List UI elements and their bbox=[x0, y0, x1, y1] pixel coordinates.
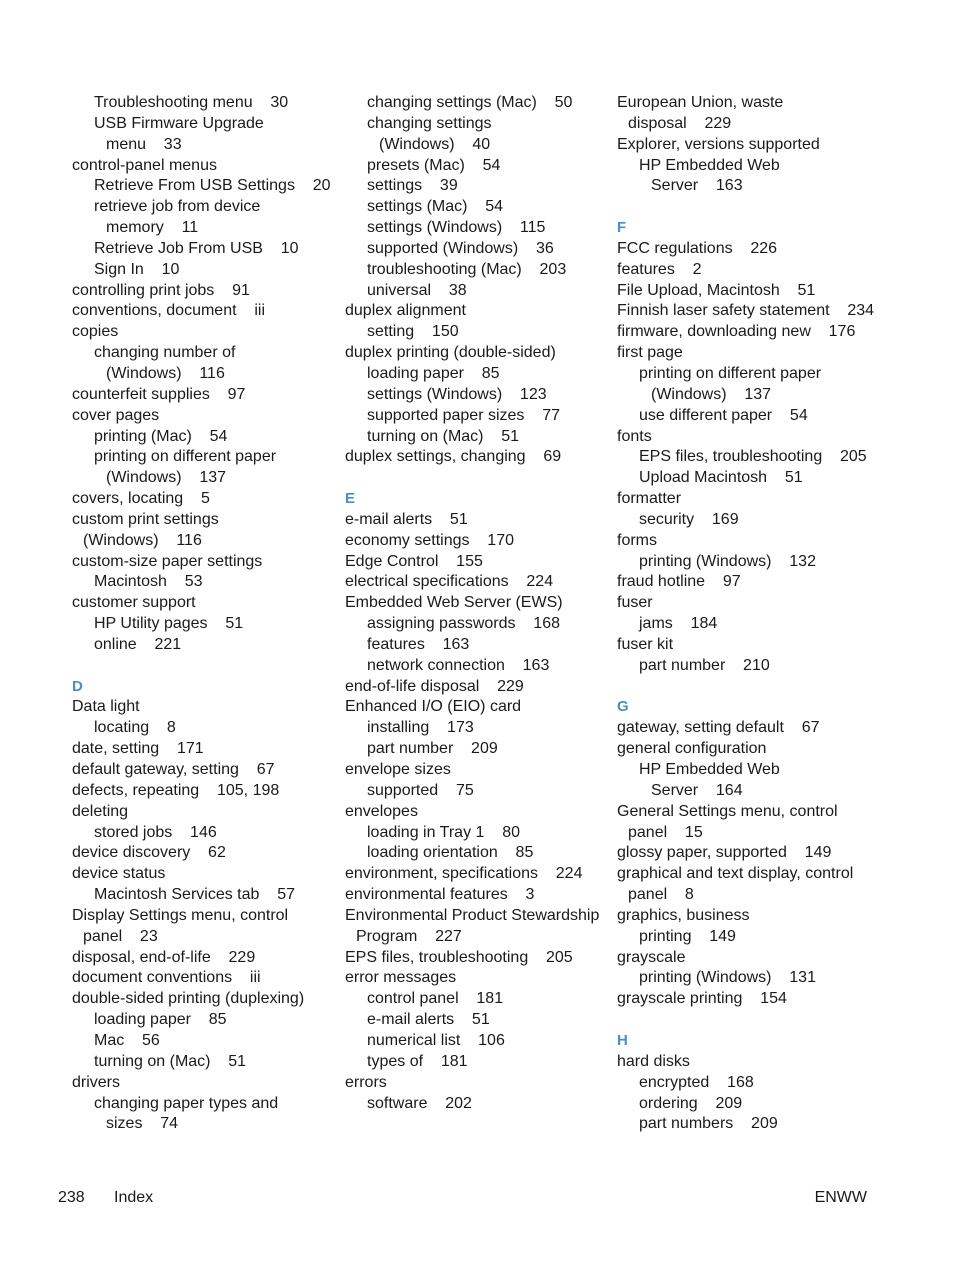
index-subentry: types of 181 bbox=[367, 1052, 468, 1070]
index-entry: FCC regulations 226 bbox=[617, 239, 778, 257]
index-entry: File Upload, Macintosh 51 bbox=[617, 281, 816, 299]
index-entry: Data light bbox=[72, 698, 140, 716]
index-entry: grayscale bbox=[617, 948, 686, 966]
index-column-3 bbox=[617, 93, 882, 1135]
index-subentry: online 221 bbox=[94, 635, 182, 653]
index-subentry: supported paper sizes 77 bbox=[367, 406, 561, 424]
index-subentry: Mac 56 bbox=[94, 1031, 160, 1049]
index-entry: device status bbox=[72, 865, 166, 883]
index-entry: covers, locating 5 bbox=[72, 490, 210, 508]
index-entry: deleting bbox=[72, 802, 129, 820]
index-entry: fuser bbox=[617, 594, 653, 612]
section-letter: F bbox=[617, 219, 627, 237]
index-entry: envelope sizes bbox=[345, 761, 451, 778]
index-subentry: Macintosh Services tab 57 bbox=[94, 886, 295, 904]
section-gap bbox=[617, 677, 882, 698]
index-subentry: panel 15 bbox=[628, 823, 703, 841]
index-subentry: changing settings bbox=[367, 114, 492, 132]
index-subentry: settings (Windows) 115 bbox=[367, 219, 546, 237]
index-entry: glossy paper, supported 149 bbox=[617, 844, 832, 862]
index-subentry: locating 8 bbox=[94, 719, 176, 737]
index-subentry: presets (Mac) 54 bbox=[367, 156, 501, 174]
index-entry: end-of-life disposal 229 bbox=[345, 677, 524, 695]
index-subentry: settings (Mac) 54 bbox=[367, 198, 504, 216]
index-subentry: Troubleshooting menu 30 bbox=[94, 94, 289, 111]
index-subentry: menu 33 bbox=[106, 135, 182, 153]
index-subentry: HP Embedded Web bbox=[639, 156, 780, 174]
section-gap bbox=[72, 656, 337, 677]
index-entry: Finnish laser safety statement 234 bbox=[617, 302, 875, 320]
section-letter: D bbox=[72, 677, 83, 695]
index-subentry: (Windows) 116 bbox=[83, 531, 202, 549]
index-entry: duplex settings, changing 69 bbox=[345, 448, 562, 466]
index-entry: firmware, downloading new 176 bbox=[617, 323, 856, 341]
index-entry: grayscale printing 154 bbox=[617, 990, 787, 1008]
index-entry: forms bbox=[617, 531, 657, 549]
index-entry: economy settings 170 bbox=[345, 531, 514, 549]
index-entry: errors bbox=[345, 1073, 387, 1091]
index-entry: electrical specifications 224 bbox=[345, 573, 554, 591]
index-subentry: HP Embedded Web bbox=[639, 761, 780, 778]
index-entry: Edge Control 155 bbox=[345, 552, 483, 570]
index-entry: fonts bbox=[617, 427, 652, 445]
index-entry: customer support bbox=[72, 594, 196, 612]
index-entry: e-mail alerts 51 bbox=[345, 510, 468, 528]
index-entry: drivers bbox=[72, 1073, 121, 1091]
index-subentry: ordering 209 bbox=[639, 1094, 743, 1112]
index-entry: error messages bbox=[345, 969, 457, 987]
footer-label: ENWW bbox=[814, 1189, 867, 1206]
section-gap bbox=[617, 1010, 882, 1031]
index-entry: default gateway, setting 67 bbox=[72, 761, 275, 778]
index-subentry: turning on (Mac) 51 bbox=[367, 427, 520, 445]
index-subentry: loading in Tray 1 80 bbox=[367, 823, 520, 841]
index-subentry: memory 11 bbox=[106, 219, 199, 237]
index-entry: environment, specifications 224 bbox=[345, 865, 583, 883]
index-subentry: jams 184 bbox=[639, 615, 718, 633]
index-subentry: EPS files, troubleshooting 205 bbox=[639, 448, 867, 466]
index-column-1 bbox=[72, 93, 337, 1135]
section-gap bbox=[345, 468, 610, 489]
index-subentry: loading paper 85 bbox=[94, 1011, 227, 1029]
index-subentry: Sign In 10 bbox=[94, 260, 180, 278]
index-entry: Enhanced I/O (EIO) card bbox=[345, 698, 522, 716]
index-entry: copies bbox=[72, 323, 119, 341]
index-subentry: settings (Windows) 123 bbox=[367, 385, 547, 403]
index-subentry: software 202 bbox=[367, 1094, 472, 1112]
index-entry: European Union, waste bbox=[617, 94, 784, 111]
index-entry: first page bbox=[617, 344, 683, 362]
index-entry: features 2 bbox=[617, 260, 702, 278]
index-subentry: Upload Macintosh 51 bbox=[639, 469, 803, 487]
index-subentry: (Windows) 40 bbox=[379, 135, 491, 153]
index-subentry: loading paper 85 bbox=[367, 364, 500, 382]
index-subentry: e-mail alerts 51 bbox=[367, 1011, 490, 1029]
index-entry: counterfeit supplies 97 bbox=[72, 385, 246, 403]
index-entry: general configuration bbox=[617, 740, 767, 758]
index-entry: envelopes bbox=[345, 802, 418, 820]
index-entry: Embedded Web Server (EWS) bbox=[345, 594, 563, 612]
index-entry: fuser kit bbox=[617, 635, 674, 653]
index-subentry: HP Utility pages 51 bbox=[94, 615, 244, 633]
index-entry: conventions, document iii bbox=[72, 302, 265, 320]
index-entry: formatter bbox=[617, 490, 682, 508]
index-entry: graphics, business bbox=[617, 906, 750, 924]
index-subentry: changing paper types and bbox=[94, 1094, 279, 1112]
index-subentry: Retrieve Job From USB 10 bbox=[94, 239, 299, 257]
index-entry: gateway, setting default 67 bbox=[617, 719, 820, 737]
index-subentry: changing number of bbox=[94, 344, 236, 362]
index-subentry: Macintosh 53 bbox=[94, 573, 203, 591]
index-subentry: changing settings (Mac) 50 bbox=[367, 94, 573, 111]
index-entry: disposal, end-of-life 229 bbox=[72, 948, 256, 966]
index-subentry: panel 8 bbox=[628, 886, 694, 904]
index-column-2 bbox=[345, 93, 610, 1114]
index-subentry: installing 173 bbox=[367, 719, 474, 737]
index-subentry: printing (Windows) 132 bbox=[639, 552, 816, 570]
index-entry: Display Settings menu, control bbox=[72, 906, 289, 924]
index-subentry: network connection 163 bbox=[367, 656, 550, 674]
index-subentry: supported (Windows) 36 bbox=[367, 239, 554, 257]
index-entry: Environmental Product Stewardship bbox=[345, 906, 600, 924]
index-subentry: turning on (Mac) 51 bbox=[94, 1052, 247, 1070]
index-entry: Explorer, versions supported bbox=[617, 135, 820, 153]
index-subentry: (Windows) 137 bbox=[651, 385, 772, 403]
index-subentry: USB Firmware Upgrade bbox=[94, 114, 264, 132]
index-subentry: part number 209 bbox=[367, 740, 498, 758]
index-subentry: setting 150 bbox=[367, 323, 459, 341]
index-entry: device discovery 62 bbox=[72, 844, 226, 862]
index-subentry: Server 164 bbox=[651, 781, 743, 799]
index-subentry: printing (Windows) 131 bbox=[639, 969, 816, 987]
index-subentry: printing 149 bbox=[639, 927, 736, 945]
index-subentry: disposal 229 bbox=[628, 114, 732, 132]
index-subentry: settings 39 bbox=[367, 177, 458, 195]
index-entry: control-panel menus bbox=[72, 156, 217, 174]
index-entry: custom print settings bbox=[72, 510, 219, 528]
index-subentry: part numbers 209 bbox=[639, 1115, 778, 1133]
index-subentry: troubleshooting (Mac) 203 bbox=[367, 260, 567, 278]
page-number: 238 bbox=[58, 1189, 85, 1206]
index-entry: defects, repeating 105, 198 bbox=[72, 781, 280, 799]
index-entry: document conventions iii bbox=[72, 969, 261, 987]
index-entry: custom-size paper settings bbox=[72, 552, 263, 570]
index-subentry: numerical list 106 bbox=[367, 1031, 505, 1049]
section-letter: E bbox=[345, 490, 356, 508]
index-entry: controlling print jobs 91 bbox=[72, 281, 250, 299]
section-letter: H bbox=[617, 1031, 628, 1049]
section-gap bbox=[617, 197, 882, 218]
index-subentry: printing (Mac) 54 bbox=[94, 427, 228, 445]
index-subentry: part number 210 bbox=[639, 656, 770, 674]
index-entry: double-sided printing (duplexing) bbox=[72, 990, 305, 1008]
index-subentry: assigning passwords 168 bbox=[367, 615, 560, 633]
index-entry: date, setting 171 bbox=[72, 740, 204, 758]
section-letter: G bbox=[617, 698, 629, 716]
index-subentry: security 169 bbox=[639, 510, 739, 528]
index-entry: duplex printing (double-sided) bbox=[345, 344, 556, 362]
index-subentry: Retrieve From USB Settings 20 bbox=[94, 177, 331, 195]
index-subentry: control panel 181 bbox=[367, 990, 504, 1008]
index-entry: General Settings menu, control bbox=[617, 802, 838, 820]
index-subentry: retrieve job from device bbox=[94, 198, 261, 216]
index-subentry: use different paper 54 bbox=[639, 406, 808, 424]
index-entry: graphical and text display, control bbox=[617, 865, 854, 883]
index-subentry: stored jobs 146 bbox=[94, 823, 217, 841]
index-entry: duplex alignment bbox=[345, 302, 466, 320]
index-subentry: sizes 74 bbox=[106, 1115, 179, 1133]
index-entry: hard disks bbox=[617, 1052, 690, 1070]
index-subentry: features 163 bbox=[367, 635, 470, 653]
index-subentry: loading orientation 85 bbox=[367, 844, 534, 862]
index-subentry: universal 38 bbox=[367, 281, 467, 299]
index-subentry: supported 75 bbox=[367, 781, 474, 799]
index-entry: cover pages bbox=[72, 406, 160, 424]
index-subentry: printing on different paper bbox=[639, 364, 822, 382]
index-subentry: (Windows) 116 bbox=[106, 364, 225, 382]
index-subentry: panel 23 bbox=[83, 927, 158, 945]
index-subentry: encrypted 168 bbox=[639, 1073, 754, 1091]
index-entry: environmental features 3 bbox=[345, 886, 535, 904]
index-subentry: (Windows) 137 bbox=[106, 469, 227, 487]
section-name: Index bbox=[114, 1189, 154, 1206]
index-subentry: printing on different paper bbox=[94, 448, 277, 466]
index-subentry: Program 227 bbox=[356, 927, 462, 945]
index-entry: fraud hotline 97 bbox=[617, 573, 741, 591]
index-entry: EPS files, troubleshooting 205 bbox=[345, 948, 573, 966]
index-subentry: Server 163 bbox=[651, 177, 743, 195]
